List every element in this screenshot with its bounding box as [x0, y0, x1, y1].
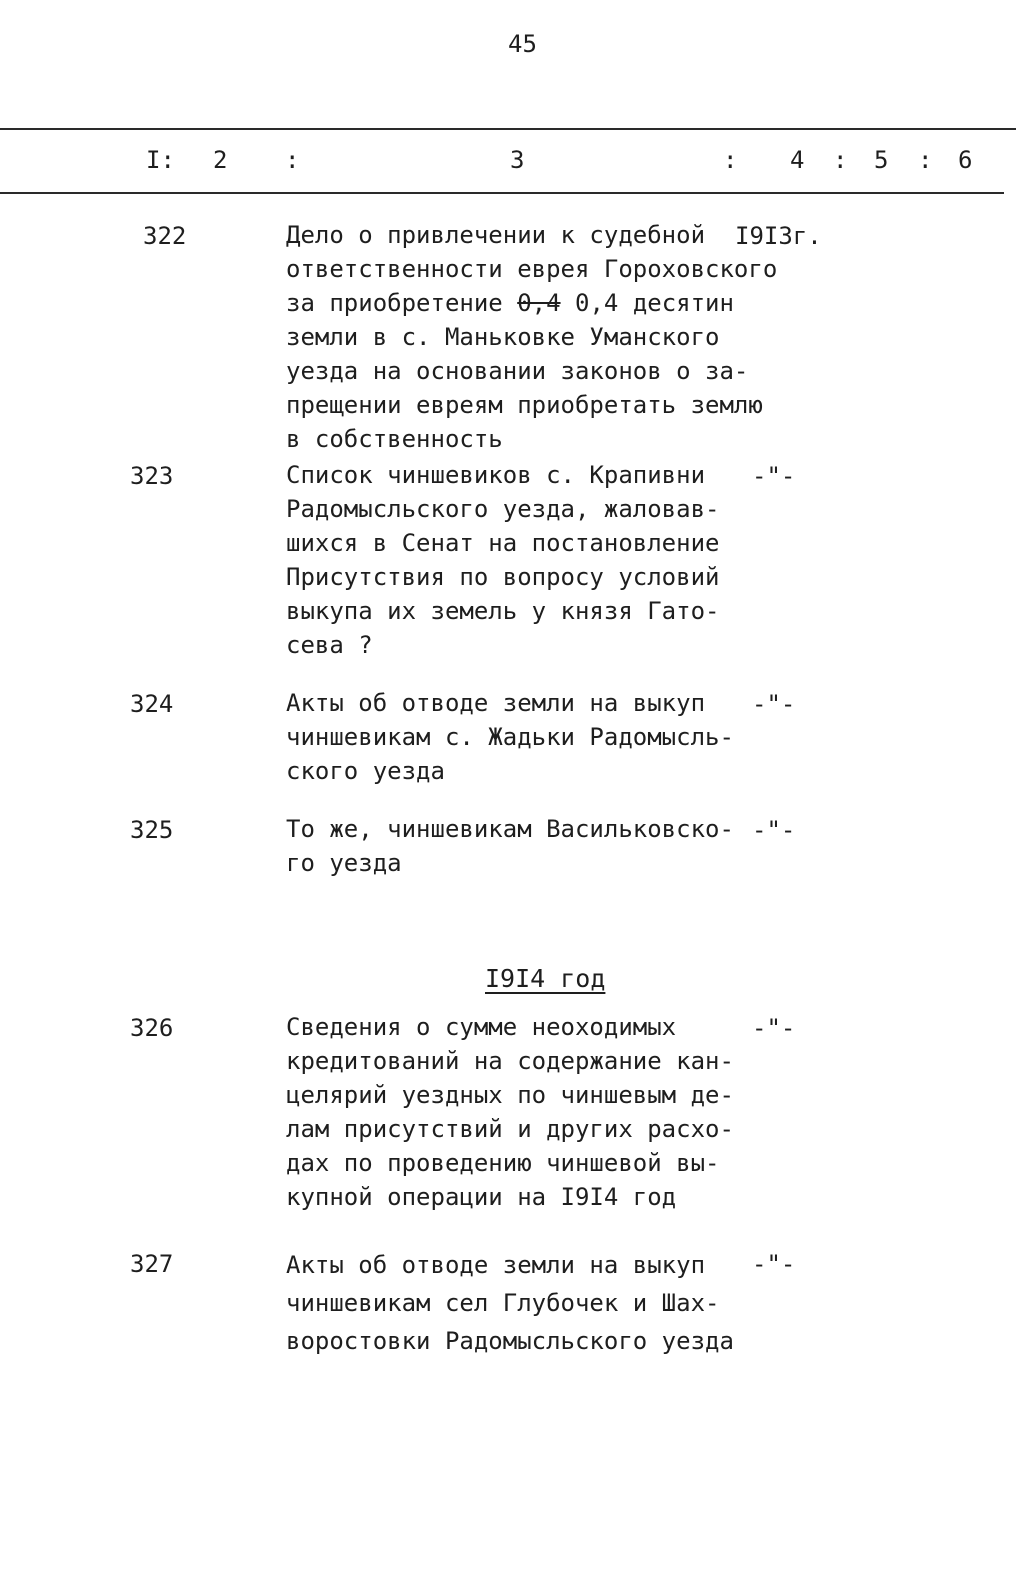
entry-description [286, 218, 777, 456]
entry-line: прещении евреям приобретать землю [286, 391, 763, 419]
entry-line-part: 0,4 десятин [575, 289, 734, 317]
entry-line: выкупа их земель у князя Гато- [286, 597, 720, 625]
entry-line: воростовки Радомысльского уезда [286, 1327, 734, 1355]
entry-date-ditto: -"- [752, 462, 796, 490]
entry-line: лам присутствий и других расхо- [286, 1115, 734, 1143]
entry-number: 326 [130, 1014, 174, 1042]
entry-line: Радомысльского уезда, жаловав- [286, 495, 720, 523]
entry-description [286, 458, 719, 662]
entry-line: сева ? [286, 631, 373, 659]
entry-number: 322 [143, 222, 187, 250]
entry-line: То же, чиншевикам Васильковско- [286, 815, 734, 843]
entry-line: шихся в Сенат на постановление [286, 529, 720, 557]
entry-date-ditto: -"- [752, 1014, 796, 1042]
entry-line: ответственности еврея Гороховского [286, 255, 778, 283]
header-sep3: : [833, 146, 848, 174]
header-col1: I: [146, 146, 175, 174]
entry-description [286, 686, 734, 788]
entry-description [286, 812, 734, 880]
header-sep4: : [918, 146, 933, 174]
header-sep2: : [723, 146, 738, 174]
entry-line: Акты об отводе земли на выкуп [286, 689, 706, 717]
entry-line: земли в с. Маньковке Уманского [286, 323, 720, 351]
page-number: 45 [508, 30, 537, 58]
header-col5: 5 [874, 146, 889, 174]
header-top-rule [0, 128, 1016, 130]
header-col2: 2 [213, 146, 228, 174]
entry-line [286, 286, 777, 320]
entry-date-ditto: -"- [752, 816, 796, 844]
entry-number: 325 [130, 816, 174, 844]
entry-date-ditto: -"- [752, 690, 796, 718]
entry-line: Дело о привлечении к судебной [286, 221, 706, 249]
entry-number: 323 [130, 462, 174, 490]
header-sep1: : [285, 146, 300, 174]
header-col3: 3 [510, 146, 525, 174]
entry-line: чиншевикам сел Глубочек и Шах- [286, 1289, 720, 1317]
entry-line: ского уезда [286, 757, 445, 785]
entry-number: 327 [130, 1250, 174, 1278]
entry-line: уезда на основании законов о за- [286, 357, 749, 385]
entry-date-ditto: -"- [752, 1250, 796, 1278]
entry-line: Присутствия по вопросу условий [286, 563, 720, 591]
header-bottom-rule [0, 192, 1004, 194]
entry-line: Сведения о сумме неоходимых [286, 1013, 677, 1041]
entry-line: Акты об отводе земли на выкуп [286, 1251, 706, 1279]
struck-text: 0,4 [517, 289, 561, 317]
entry-line: чиншевикам с. Жадьки Радомысль- [286, 723, 734, 751]
entry-line: Список чиншевиков с. Крапивни [286, 461, 706, 489]
entry-description [286, 1010, 734, 1214]
entry-line: го уезда [286, 849, 402, 877]
header-col4: 4 [790, 146, 805, 174]
entry-line: купной операции на I9I4 год [286, 1183, 677, 1211]
entry-line: целярий уездных по чиншевым де- [286, 1081, 734, 1109]
entry-number: 324 [130, 690, 174, 718]
entry-line: дах по проведению чиншевой вы- [286, 1149, 720, 1177]
entry-description [286, 1246, 734, 1360]
entry-date: I9I3г. [735, 222, 822, 250]
entry-line: в собственность [286, 425, 503, 453]
entry-line-part: за приобретение [286, 289, 503, 317]
entry-line: кредитований на содержание кан- [286, 1047, 734, 1075]
header-col6: 6 [958, 146, 973, 174]
section-heading: I9I4 год [485, 964, 606, 993]
